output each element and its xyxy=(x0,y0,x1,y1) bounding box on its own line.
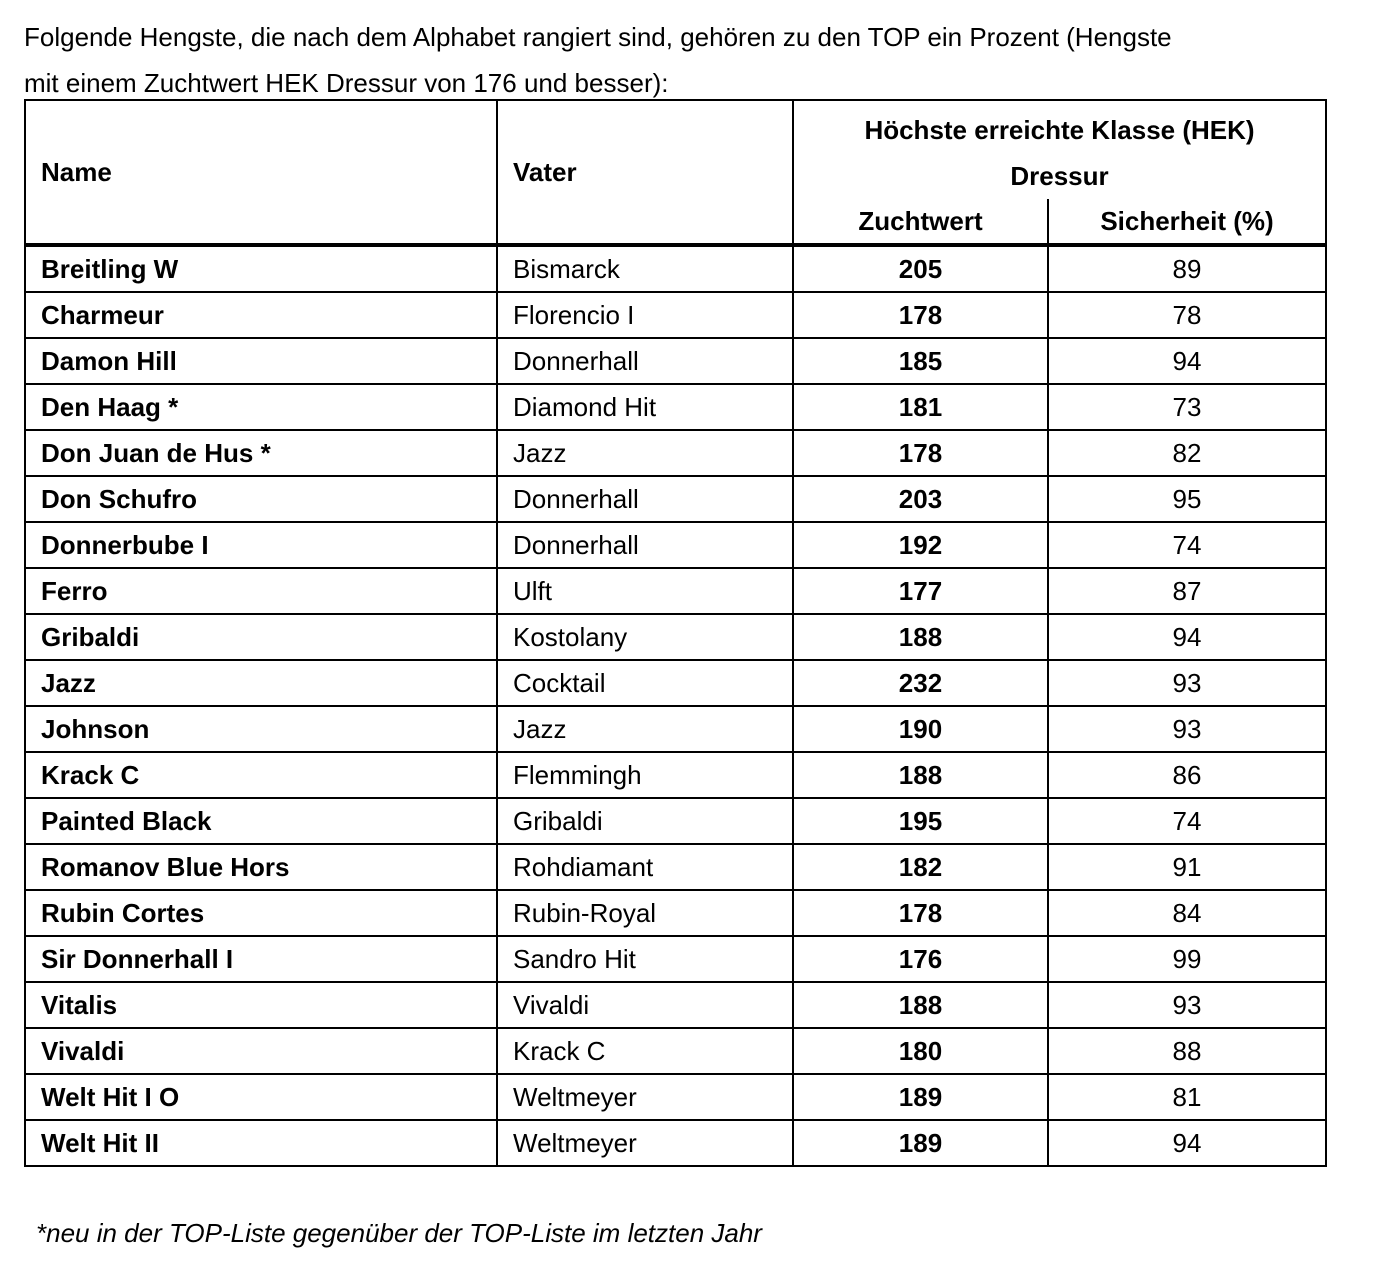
cell-name: Charmeur xyxy=(25,292,497,338)
cell-vater: Weltmeyer xyxy=(497,1120,793,1166)
cell-name: Krack C xyxy=(25,752,497,798)
group-header-line-2: Dressur xyxy=(1010,161,1109,191)
table-row xyxy=(25,430,1326,476)
cell-name: Gribaldi xyxy=(25,614,497,660)
cell-vater: Florencio I xyxy=(497,292,793,338)
table-row xyxy=(25,338,1326,384)
cell-vater: Cocktail xyxy=(497,660,793,706)
cell-name: Don Juan de Hus * xyxy=(25,430,497,476)
cell-sicherheit: 93 xyxy=(1048,660,1326,706)
cell-zuchtwert: 189 xyxy=(793,1074,1048,1120)
cell-vater: Ulft xyxy=(497,568,793,614)
table-row xyxy=(25,890,1326,936)
column-group-header-hek xyxy=(793,100,1326,199)
table-row xyxy=(25,936,1326,982)
table-header xyxy=(25,100,1326,245)
cell-vater: Donnerhall xyxy=(497,338,793,384)
cell-vater: Rohdiamant xyxy=(497,844,793,890)
cell-sicherheit: 99 xyxy=(1048,936,1326,982)
cell-vater: Gribaldi xyxy=(497,798,793,844)
cell-vater: Donnerhall xyxy=(497,476,793,522)
table-row xyxy=(25,660,1326,706)
cell-sicherheit: 81 xyxy=(1048,1074,1326,1120)
cell-name: Vitalis xyxy=(25,982,497,1028)
cell-sicherheit: 95 xyxy=(1048,476,1326,522)
cell-name: Painted Black xyxy=(25,798,497,844)
cell-name: Vivaldi xyxy=(25,1028,497,1074)
cell-zuchtwert: 181 xyxy=(793,384,1048,430)
table-body xyxy=(25,245,1326,1166)
intro-line-1: Folgende Hengste, die nach dem Alphabet rangiert sind, gehören zu den TOP ein Prozent (Hengste xyxy=(24,22,1172,52)
cell-vater: Sandro Hit xyxy=(497,936,793,982)
cell-sicherheit: 86 xyxy=(1048,752,1326,798)
cell-name: Sir Donnerhall I xyxy=(25,936,497,982)
table-row xyxy=(25,752,1326,798)
cell-zuchtwert: 203 xyxy=(793,476,1048,522)
cell-sicherheit: 74 xyxy=(1048,798,1326,844)
intro-line-2: mit einem Zuchtwert HEK Dressur von 176 und besser): xyxy=(24,68,669,98)
cell-name: Welt Hit II xyxy=(25,1120,497,1166)
table-row xyxy=(25,706,1326,752)
stallion-table xyxy=(24,99,1327,1167)
cell-vater: Rubin-Royal xyxy=(497,890,793,936)
table-row xyxy=(25,476,1326,522)
cell-vater: Vivaldi xyxy=(497,982,793,1028)
cell-sicherheit: 93 xyxy=(1048,706,1326,752)
cell-name: Johnson xyxy=(25,706,497,752)
table-row xyxy=(25,1074,1326,1120)
table-row xyxy=(25,798,1326,844)
column-header-sicherheit: Sicherheit (%) xyxy=(1048,199,1326,245)
cell-sicherheit: 73 xyxy=(1048,384,1326,430)
table-row xyxy=(25,614,1326,660)
cell-zuchtwert: 178 xyxy=(793,430,1048,476)
cell-name: Breitling W xyxy=(25,245,497,292)
cell-vater: Bismarck xyxy=(497,245,793,292)
cell-vater: Kostolany xyxy=(497,614,793,660)
cell-name: Welt Hit I O xyxy=(25,1074,497,1120)
table-row xyxy=(25,1120,1326,1166)
cell-vater: Jazz xyxy=(497,706,793,752)
cell-sicherheit: 89 xyxy=(1048,245,1326,292)
cell-zuchtwert: 182 xyxy=(793,844,1048,890)
cell-sicherheit: 74 xyxy=(1048,522,1326,568)
column-header-zuchtwert: Zuchtwert xyxy=(793,199,1048,245)
cell-vater: Diamond Hit xyxy=(497,384,793,430)
table-row xyxy=(25,844,1326,890)
cell-zuchtwert: 185 xyxy=(793,338,1048,384)
cell-sicherheit: 91 xyxy=(1048,844,1326,890)
cell-vater: Weltmeyer xyxy=(497,1074,793,1120)
cell-name: Den Haag * xyxy=(25,384,497,430)
column-header-vater: Vater xyxy=(497,100,793,245)
cell-zuchtwert: 178 xyxy=(793,292,1048,338)
cell-sicherheit: 94 xyxy=(1048,1120,1326,1166)
cell-zuchtwert: 232 xyxy=(793,660,1048,706)
cell-zuchtwert: 176 xyxy=(793,936,1048,982)
table-row xyxy=(25,522,1326,568)
cell-vater: Donnerhall xyxy=(497,522,793,568)
cell-zuchtwert: 190 xyxy=(793,706,1048,752)
cell-name: Donnerbube I xyxy=(25,522,497,568)
cell-vater: Flemmingh xyxy=(497,752,793,798)
table-row xyxy=(25,1028,1326,1074)
table-row xyxy=(25,568,1326,614)
cell-name: Don Schufro xyxy=(25,476,497,522)
cell-sicherheit: 78 xyxy=(1048,292,1326,338)
table-row xyxy=(25,982,1326,1028)
cell-zuchtwert: 192 xyxy=(793,522,1048,568)
cell-zuchtwert: 178 xyxy=(793,890,1048,936)
cell-sicherheit: 82 xyxy=(1048,430,1326,476)
table-row xyxy=(25,292,1326,338)
cell-vater: Krack C xyxy=(497,1028,793,1074)
cell-zuchtwert: 188 xyxy=(793,752,1048,798)
cell-zuchtwert: 195 xyxy=(793,798,1048,844)
cell-name: Jazz xyxy=(25,660,497,706)
cell-zuchtwert: 189 xyxy=(793,1120,1048,1166)
cell-name: Ferro xyxy=(25,568,497,614)
cell-zuchtwert: 205 xyxy=(793,245,1048,292)
cell-zuchtwert: 188 xyxy=(793,982,1048,1028)
cell-sicherheit: 94 xyxy=(1048,338,1326,384)
intro-paragraph xyxy=(24,14,1386,106)
cell-sicherheit: 88 xyxy=(1048,1028,1326,1074)
cell-name: Romanov Blue Hors xyxy=(25,844,497,890)
cell-zuchtwert: 188 xyxy=(793,614,1048,660)
cell-sicherheit: 87 xyxy=(1048,568,1326,614)
cell-sicherheit: 84 xyxy=(1048,890,1326,936)
table-row xyxy=(25,245,1326,292)
group-header-line-1: Höchste erreichte Klasse (HEK) xyxy=(864,115,1255,145)
cell-sicherheit: 94 xyxy=(1048,614,1326,660)
cell-name: Damon Hill xyxy=(25,338,497,384)
cell-sicherheit: 93 xyxy=(1048,982,1326,1028)
table-row xyxy=(25,384,1326,430)
cell-vater: Jazz xyxy=(497,430,793,476)
column-header-name: Name xyxy=(25,100,497,245)
cell-zuchtwert: 177 xyxy=(793,568,1048,614)
footnote: *neu in der TOP-Liste gegenüber der TOP-Liste im letzten Jahr xyxy=(36,1218,762,1248)
cell-zuchtwert: 180 xyxy=(793,1028,1048,1074)
cell-name: Rubin Cortes xyxy=(25,890,497,936)
